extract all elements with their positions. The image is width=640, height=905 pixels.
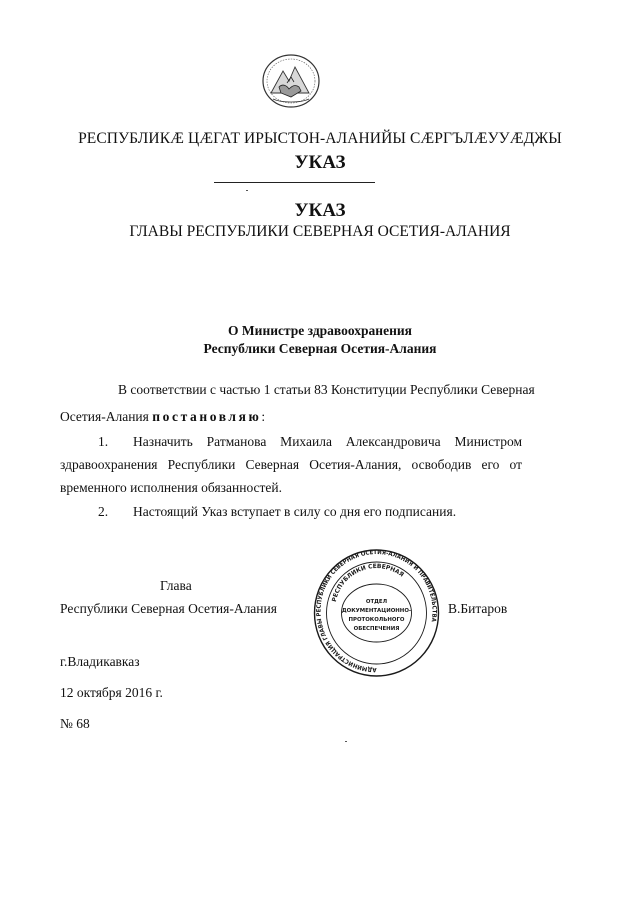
- header-divider: [214, 182, 375, 183]
- date: 12 октября 2016 г.: [60, 685, 163, 700]
- seal-outer-ring-text: АДМИНИСТРАЦИЯ ГЛАВЫ РЕСПУБЛИКИ СЕВЕРНАЯ ОСЕТИЯ-АЛАНИЯ И ПРАВИТЕЛЬСТВА: [315, 548, 438, 674]
- official-seal: [313, 548, 440, 678]
- seal-center-line1: ОТДЕЛ: [365, 599, 388, 605]
- seal-center-line4: ОБЕСПЕЧЕНИЯ: [353, 626, 400, 632]
- decree-title-line1: О Министре здравоохранения: [228, 323, 412, 338]
- decree-heading-ossetian: УКАЗ: [294, 152, 346, 173]
- seal-center-line2: ДОКУМЕНТАЦИОННО-: [341, 608, 412, 614]
- signatory-name: В.Битаров: [448, 601, 508, 616]
- city: г.Владикавказ: [60, 654, 140, 669]
- document-number: № 68: [60, 716, 90, 731]
- item2-number: 2.: [98, 504, 109, 519]
- header-russian: ГЛАВЫ РЕСПУБЛИКИ СЕВЕРНАЯ ОСЕТИЯ-АЛАНИЯ: [129, 223, 511, 240]
- signatory-title: Глава: [160, 578, 192, 593]
- item1-line3: временного исполнения обязанностей.: [60, 480, 283, 495]
- item1-number: 1.: [98, 434, 109, 449]
- scan-speck: [345, 741, 347, 742]
- scan-speck: [246, 190, 248, 191]
- preamble-line2: [60, 409, 265, 425]
- preamble-line2-end: :: [261, 409, 266, 424]
- coat-of-arms-emblem: [261, 53, 321, 109]
- header-ossetian: РЕСПУБЛИКӔ ЦӔГАТ ИРЫСТОН-АЛАНИЙЫ СӔРГЪЛӔУУӔДЖЫ: [78, 130, 562, 147]
- preamble-line2-start: Осетия-Алания: [60, 409, 153, 424]
- item1-line2: здравоохранения Республики Северная Осетия-Алания, освободив его от: [60, 457, 522, 472]
- decree-heading-russian: УКАЗ: [294, 200, 346, 221]
- decree-title-line2: Республики Северная Осетия-Алания: [203, 341, 437, 356]
- decree-word: постановляю: [152, 409, 262, 424]
- signatory-position: Республики Северная Осетия-Алания: [60, 601, 277, 616]
- seal-inner-ring-text: РЕСПУБЛИКИ СЕВЕРНАЯ: [330, 562, 406, 603]
- svg-text:РЕСПУБЛИКИ СЕВЕРНАЯ: [331, 563, 406, 603]
- item2-text: Настоящий Указ вступает в силу со дня его подписания.: [133, 504, 457, 519]
- preamble-line1: В соответствии с частью 1 статьи 83 Конституции Республики Северная: [118, 382, 535, 397]
- seal-center-line3: ПРОТОКОЛЬНОГО: [348, 617, 405, 623]
- item1-line1: Назначить Ратманова Михаила Александровича Министром: [133, 434, 522, 449]
